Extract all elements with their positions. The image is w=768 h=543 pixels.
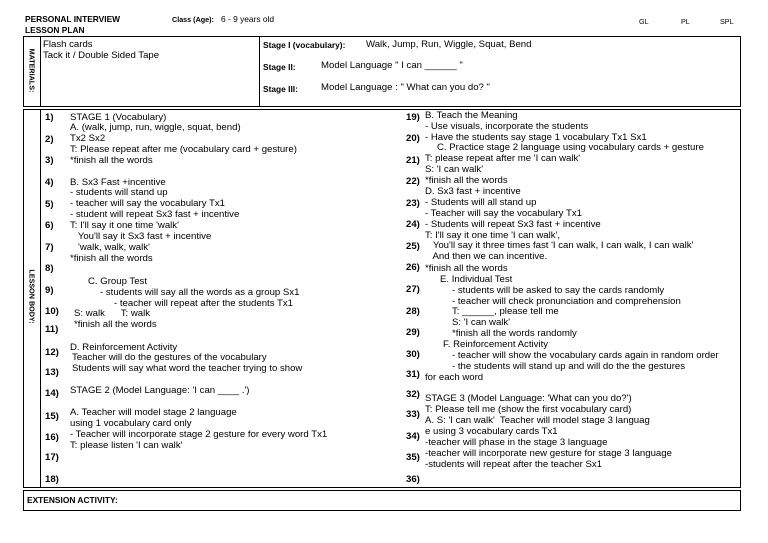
line-number: 15)	[45, 411, 59, 422]
line-number: 6)	[45, 220, 54, 231]
line-number: 19)	[406, 112, 420, 123]
lesson-line: - Students will repeat Sx3 fast + incentive	[425, 219, 601, 230]
lesson-line: - teacher will show the vocabulary cards again in random order	[452, 350, 719, 361]
line-number: 17)	[45, 452, 59, 463]
lesson-line: e using 3 vocabulary cards Tx1	[425, 426, 558, 437]
lesson-line: D. Reinforcement Activity	[70, 342, 178, 353]
line-number: 12)	[45, 347, 59, 358]
lesson-line: *finish all the words	[70, 253, 153, 264]
lesson-line: - Teacher will say the vocabulary Tx1	[425, 208, 582, 219]
line-number: 20)	[406, 133, 420, 144]
lesson-line: - students will be asked to say the cards randomly	[452, 285, 665, 296]
lesson-line: You'll say it Sx3 fast + incentive	[70, 231, 212, 242]
lesson-line: - students will stand up	[70, 187, 168, 198]
line-number: 36)	[406, 474, 420, 485]
lesson-line: *finish all the words	[425, 175, 508, 186]
line-number: 16)	[45, 432, 59, 443]
lesson-line: B. Sx3 Fast +incentive	[70, 177, 166, 188]
lesson-line: C. Practice stage 2 language using vocabulary cards + gesture	[437, 142, 704, 153]
line-number: 23)	[406, 198, 420, 209]
lesson-line: C. Group Test	[88, 276, 148, 287]
line-number: 32)	[406, 389, 420, 400]
lesson-line: for each word	[425, 372, 484, 383]
lesson-line: S: 'I can walk'	[425, 164, 484, 175]
lesson-line: -students will repeat after the teacher Sx1	[425, 459, 603, 470]
lesson-line: - teacher will check pronunciation and comprehension	[452, 296, 681, 307]
gl-label: GL	[639, 17, 649, 26]
lesson-line: T: I'll say it one time 'walk'	[70, 220, 179, 231]
lesson-line: Students will say what word the teacher trying to show	[72, 363, 303, 374]
line-number: 34)	[406, 431, 420, 442]
line-number: 24)	[406, 219, 420, 230]
lesson-line: S: walk T: walk	[74, 308, 151, 319]
line-number: 8)	[45, 263, 54, 274]
class-age-value: 6 - 9 years old	[221, 14, 275, 24]
material-item: Tack it / Double Sided Tape	[43, 50, 160, 61]
line-number: 7)	[45, 242, 54, 253]
line-number: 29)	[406, 327, 420, 338]
lesson-line: -teacher will phase in the stage 3 language	[425, 437, 608, 448]
line-number: 30)	[406, 349, 420, 360]
lesson-line: - student will repeat Sx3 fast + incentive	[70, 209, 240, 220]
pl-label: PL	[681, 17, 690, 26]
lesson-line: - students will say all the words as a group Sx1	[100, 287, 300, 298]
lesson-line: You'll say it three times fast 'I can walk, I can walk, I can walk'	[425, 240, 694, 251]
lesson-line: F. Reinforcement Activity	[443, 339, 549, 350]
stage-2-label: Stage II:	[263, 62, 296, 72]
lesson-line: *finish all the words	[70, 155, 153, 166]
lesson-line: B. Teach the Meaning	[425, 110, 518, 121]
line-number: 31)	[406, 369, 420, 380]
lesson-line: A. S: 'I can walk' Teacher will model stage 3 languag	[425, 415, 650, 426]
class-age-label: Class (Age):	[172, 15, 214, 24]
lesson-line: T: please repeat after me 'I can walk'	[425, 153, 581, 164]
spl-label: SPL	[720, 17, 734, 26]
stage-3-value: Model Language : " What can you do? "	[321, 82, 490, 93]
line-number: 10)	[45, 306, 59, 317]
stage-3-label: Stage III:	[263, 84, 298, 94]
doc-title-line1: PERSONAL INTERVIEW	[25, 14, 121, 24]
doc-title-line2: LESSON PLAN	[25, 25, 85, 35]
extension-activity-label: EXTENSION ACTIVITY:	[27, 495, 118, 505]
line-number: 11)	[45, 324, 59, 335]
lesson-body-label: LESSON BODY:	[27, 269, 37, 324]
stage-1-value: Walk, Jump, Run, Wiggle, Squat, Bend	[366, 39, 532, 50]
lesson-line: T: Please repeat after me (vocabulary card + gesture)	[70, 144, 297, 155]
line-number: 9)	[45, 285, 54, 296]
stage-2-value: Model Language " I can ______ "	[321, 60, 463, 71]
line-number: 18)	[45, 474, 59, 485]
line-number: 5)	[45, 199, 54, 210]
line-number: 3)	[45, 155, 54, 166]
line-number: 13)	[45, 367, 59, 378]
line-number: 25)	[406, 241, 420, 252]
lesson-line: T: I'll say it one time 'I can walk',	[425, 230, 561, 241]
stage-1-label: Stage I (vocabulary):	[263, 40, 346, 50]
lesson-line: E. Individual Test	[440, 274, 513, 285]
lesson-line: T: Please tell me (show the first vocabulary card)	[425, 404, 632, 415]
lesson-line: - Have the students say stage 1 vocabulary Tx1 Sx1	[425, 132, 647, 143]
lesson-line: *finish all the words	[74, 319, 157, 330]
lesson-line: S: 'I can walk'	[452, 317, 511, 328]
lesson-line: - teacher will repeat after the students Tx1	[114, 298, 293, 309]
lesson-line: T: ______, please tell me	[452, 306, 559, 317]
line-number: 26)	[406, 262, 420, 273]
lesson-line: - teacher will say the vocabulary Tx1	[70, 198, 225, 209]
lesson-line: 'walk, walk, walk'	[70, 242, 150, 253]
line-number: 27)	[406, 284, 420, 295]
lesson-line: A. (walk, jump, run, wiggle, squat, bend)	[70, 122, 241, 133]
lesson-line: - Students will all stand up	[425, 197, 537, 208]
lesson-line: D. Sx3 fast + incentive	[425, 186, 521, 197]
lesson-line: A. Teacher will model stage 2 language	[70, 407, 237, 418]
lesson-line: using 1 vocabulary card only	[70, 418, 192, 429]
lesson-line: *finish all the words randomly	[452, 328, 577, 339]
line-number: 14)	[45, 388, 59, 399]
line-number: 2)	[45, 134, 54, 145]
lesson-line: Tx2 Sx2	[70, 133, 106, 144]
lesson-line: - Teacher will incorporate stage 2 gesture for every word Tx1	[70, 429, 328, 440]
lesson-line: - Use visuals, incorporate the students	[425, 121, 589, 132]
materials-label: MATERIALS:	[27, 48, 37, 93]
lesson-line: And then we can incentive.	[425, 251, 548, 262]
lesson-line: STAGE 2 (Model Language: 'I can ____ .')	[70, 385, 250, 396]
lesson-line: *finish all the words	[425, 263, 508, 274]
lesson-line: STAGE 3 (Model Language: 'What can you do?')	[425, 393, 632, 404]
line-number: 22)	[406, 176, 420, 187]
line-number: 1)	[45, 112, 54, 123]
line-number: 28)	[406, 306, 420, 317]
line-number: 35)	[406, 452, 420, 463]
line-number: 33)	[406, 409, 420, 420]
lesson-line: -teacher will incorporate new gesture for stage 3 language	[425, 448, 672, 459]
lesson-line: Teacher will do the gestures of the vocabulary	[72, 352, 267, 363]
lesson-line: STAGE 1 (Vocabulary)	[70, 112, 167, 123]
lesson-line: T: please listen 'I can walk'	[70, 440, 183, 451]
line-number: 4)	[45, 177, 54, 188]
line-number: 21)	[406, 155, 420, 166]
lesson-line: - the students will stand up and will do the the gestures	[452, 361, 686, 372]
material-item: Flash cards	[43, 39, 93, 50]
